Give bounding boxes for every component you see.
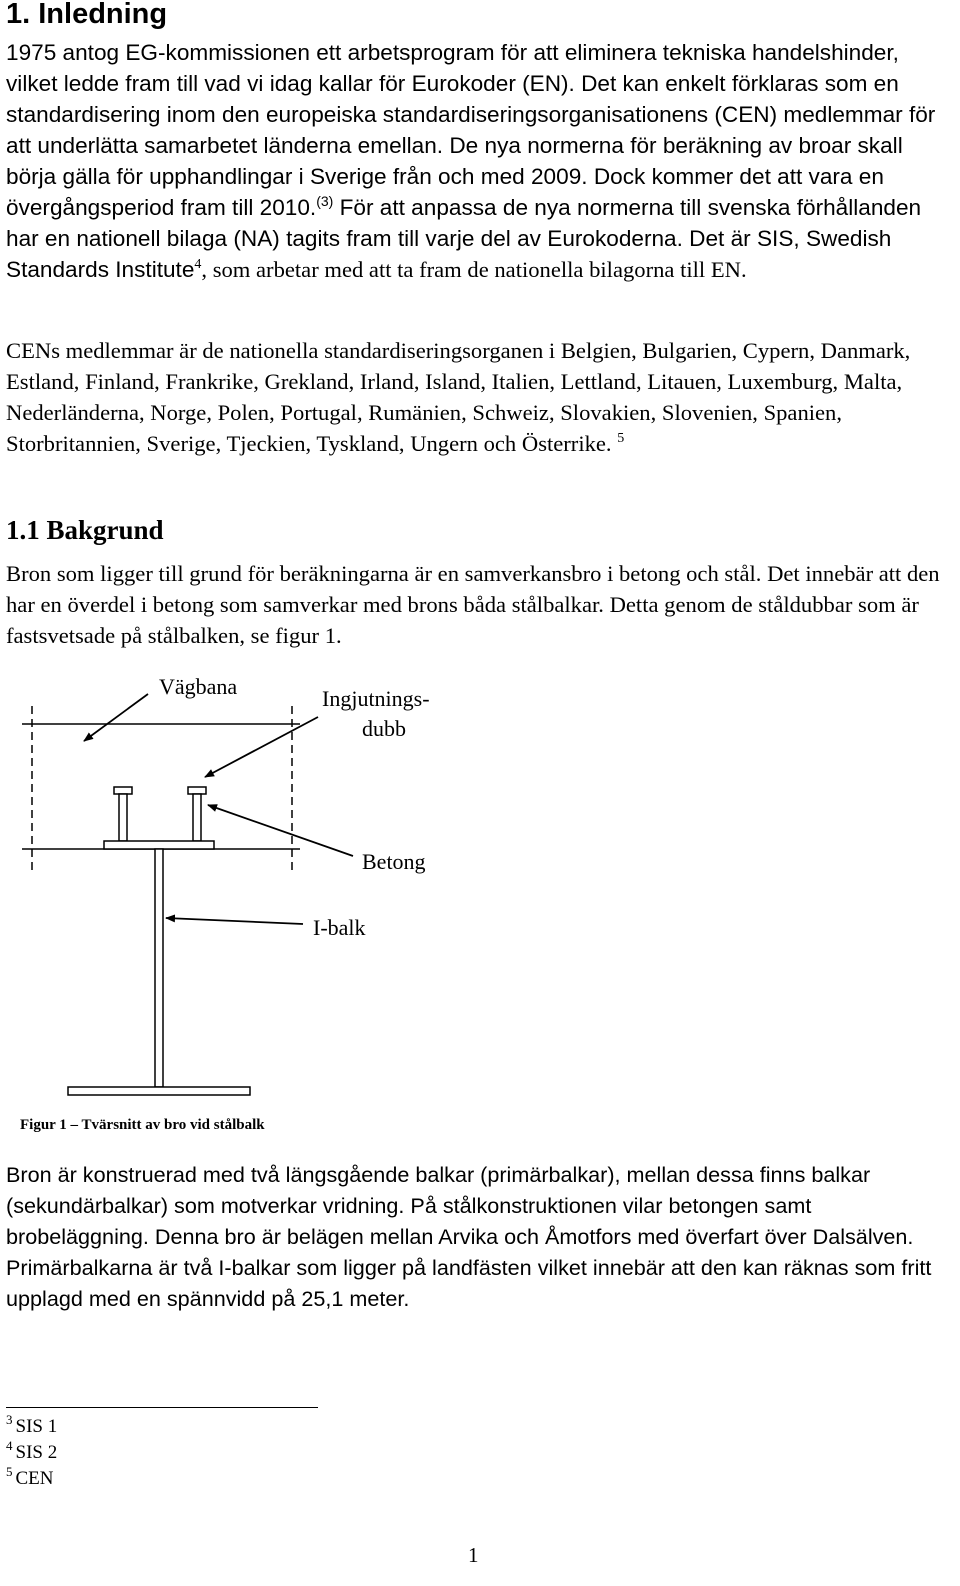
section-heading: 1. Inledning <box>6 0 168 30</box>
footnote-4 <box>6 1440 57 1466</box>
footnotes <box>6 1414 57 1492</box>
footnote-number: 4 <box>6 1438 13 1453</box>
label-dubb: dubb <box>362 716 406 741</box>
arrow-ibalk <box>166 918 303 924</box>
intro-text-part2: För att anpassa de nya normerna till svenska förhållanden har en nationell bilaga (NA) tagits fram till varje del av Eurokoderna. Det är SIS, Swedish Standards Institute <box>6 195 922 282</box>
intro-paragraph <box>6 37 951 285</box>
intro-text-part3: , som arbetar med att ta fram de nationella bilagorna till EN. <box>201 257 747 282</box>
footnote-ref-4: 4 <box>194 257 202 272</box>
footnote-text: SIS 2 <box>15 1442 58 1463</box>
arrow-ingjutningsdubb <box>205 717 318 777</box>
footnote-number: 3 <box>6 1412 13 1427</box>
figure-caption: Figur 1 – Tvärsnitt av bro vid stålbalk <box>20 1117 265 1133</box>
footnote-divider <box>6 1407 318 1408</box>
cross-section-drawing <box>0 650 500 1110</box>
ibeam-web <box>155 849 163 1087</box>
intro-text-part1: 1975 antog EG-kommissionen ett arbetsprogram för att eliminera tekniska handelshinder, vilket ledde fram till vad vi idag kallar för Eurokoder (EN). Det kan enkelt förklaras som en standardisering inom den europeiska standardiseringsorganisationens (CEN) medlemmar för att underlätta samarbetet länderna emellan. De nya normerna för beräkning av broar skall börja gälla för upphandlingar i Sverige från och med 2009. Dock kommer det att vara en övergångsperiod fram till 2010. <box>6 40 936 220</box>
footnote-5 <box>6 1466 57 1492</box>
label-ibalk: I-balk <box>313 915 366 940</box>
arrow-vagbana <box>84 694 148 741</box>
ibeam-top-flange <box>104 841 214 849</box>
bridge-cross-section-figure <box>0 650 500 1110</box>
footnote-number: 5 <box>6 1464 13 1479</box>
footnote-3 <box>6 1414 57 1440</box>
background-paragraph: Bron som ligger till grund för beräkningarna är en samverkansbro i betong och stål. Det innebär att den har en överdel i betong som samverkar med brons båda stålbalkar. Detta genom de ståldubbar som är fastsvetsade på stålbalken, se figur 1. <box>6 561 940 648</box>
description-paragraph: Bron är konstruerad med två längsgående balkar (primärbalkar), mellan dessa finns balkar (sekundärbalkar) som motverkar vridning. På stålkonstruktionen vilar betongen samt brobeläggning. Denna bro är belägen mellan Arvika och Åmotfors med överfart över Dalsälven. Primärbalkarna är två I-balkar som ligger på landfästen vilket innebär att den kan räknas som fritt upplagd med en spännvidd på 25,1 meter. <box>6 1162 932 1311</box>
members-text: CENs medlemmar är de nationella standardiseringsorganen i Belgien, Bulgarien, Cypern, Danmark, Estland, Finland, Frankrike, Grekland, Irland, Island, Italien, Lettland, Litauen, Luxemburg, Malta, Nederländerna, Norge, Polen, Portugal, Rumänien, Schweiz, Slovakien, Slovenien, Spanien, Storbritannien, Sverige, Tjeckien, Tyskland, Ungern och Österrike. <box>6 338 911 456</box>
members-paragraph <box>6 335 951 459</box>
label-ingjutnings: Ingjutnings- <box>322 686 430 711</box>
footnote-text: CEN <box>15 1468 54 1489</box>
shear-stud-right <box>188 787 206 841</box>
subsection-heading: 1.1 Bakgrund <box>6 515 164 545</box>
ibeam-bottom-flange <box>68 1087 250 1095</box>
label-vagbana: Vägbana <box>159 674 238 699</box>
footnote-text: SIS 1 <box>15 1416 58 1437</box>
label-betong: Betong <box>362 849 426 874</box>
page-number: 1 <box>468 1543 479 1567</box>
shear-stud-left <box>114 787 132 841</box>
intro-reference: (3) <box>316 193 334 209</box>
footnote-ref-5: 5 <box>617 431 625 446</box>
